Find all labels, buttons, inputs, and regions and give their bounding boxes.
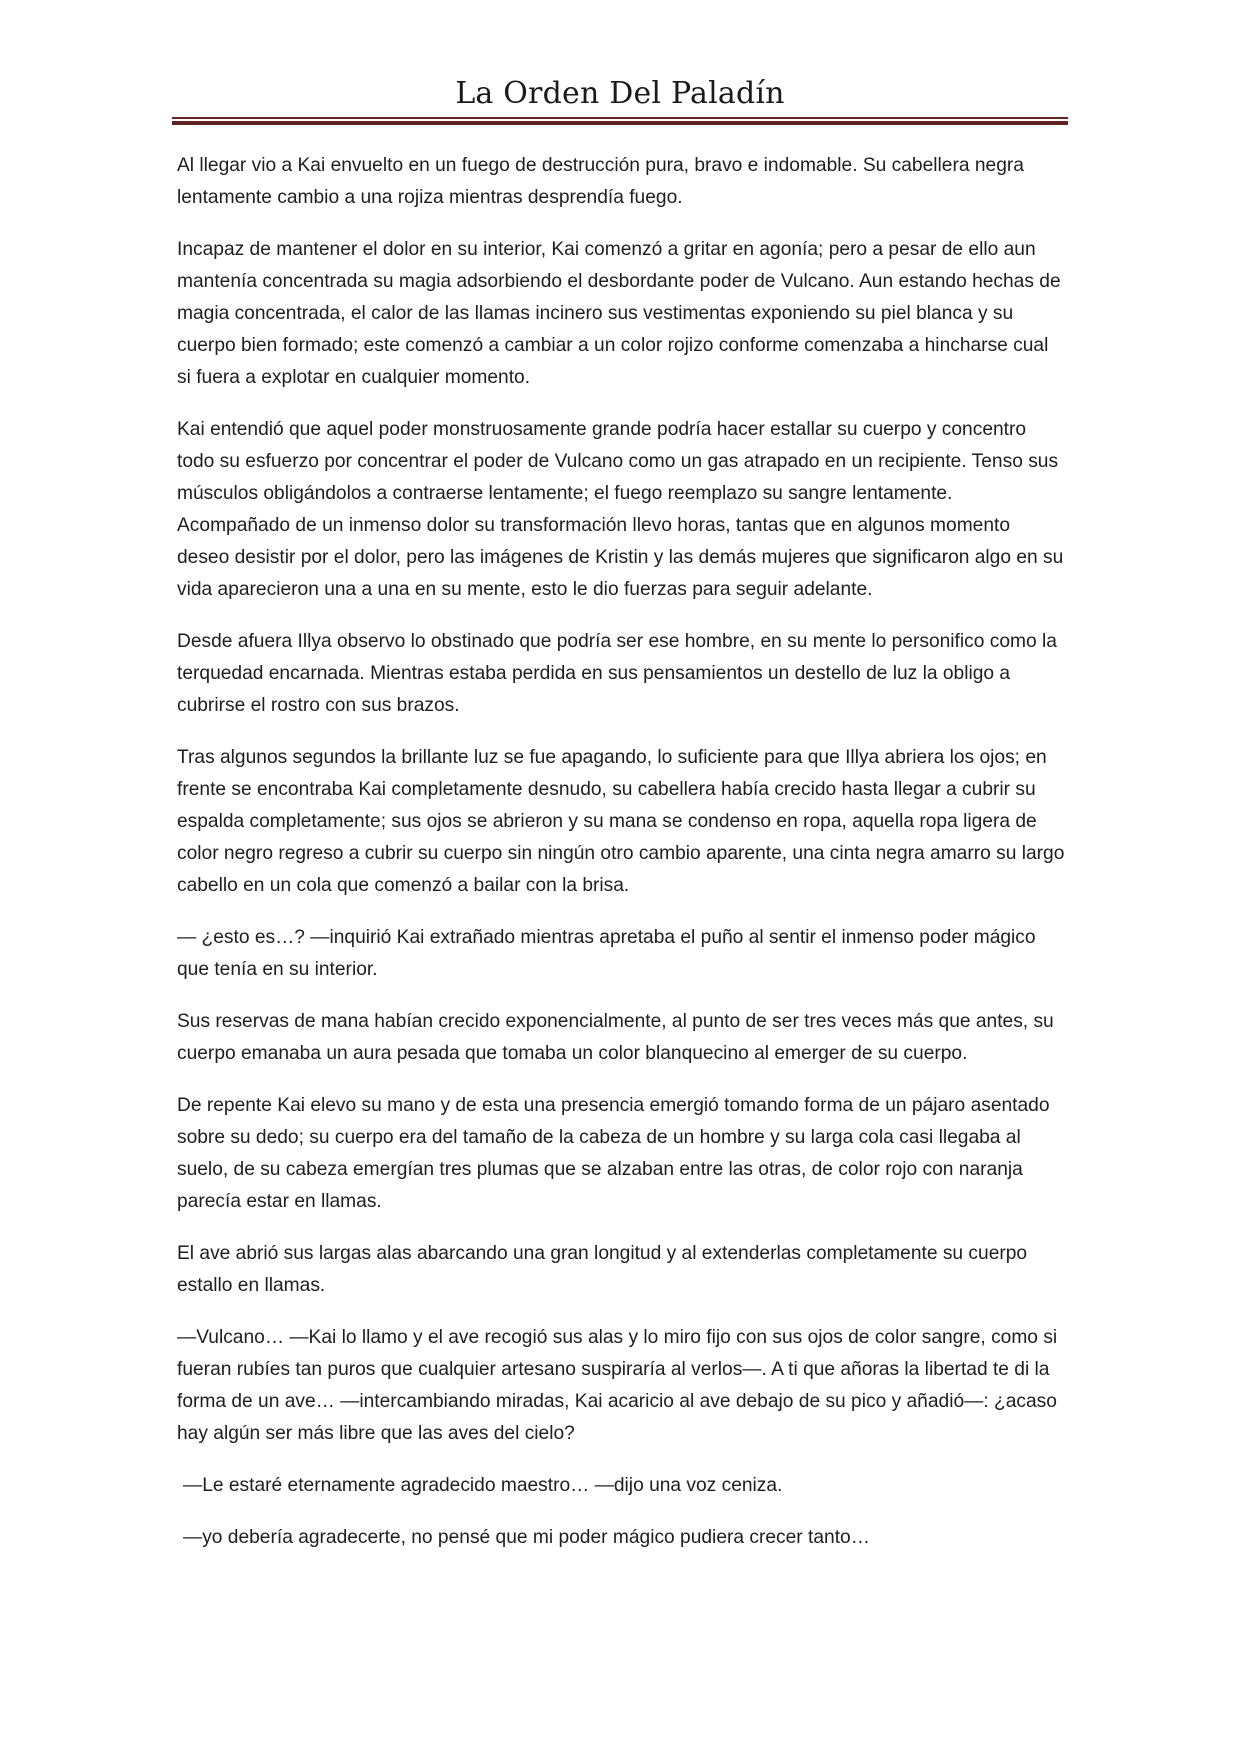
header-divider-thin-line bbox=[172, 117, 1068, 119]
dialogue-paragraph: —Le estaré eternamente agradecido maestro… —dijo una voz ceniza. bbox=[183, 1475, 783, 1496]
paragraph: Desde afuera Illya observo lo obstinado que podría ser ese hombre, en su mente lo personifico como la terquedad encarnada. Mientras estaba perdida en sus pensamientos un destello de luz la obligo a cubrirse el rostro con sus brazos. bbox=[177, 631, 1057, 716]
page-header bbox=[172, 72, 1068, 116]
book-title: La Orden Del Paladín bbox=[455, 76, 785, 111]
paragraph: Tras algunos segundos la brillante luz se fue apagando, lo suficiente para que Illya abriera los ojos; en frente se encontraba Kai completamente desnudo, su cabellera había crecido hasta llegar a cubrir su espalda completamente; sus ojos se abrieron y su mana se condenso en ropa, aquella ropa ligera de color negro regreso a cubrir su cuerpo sin ningún otro cambio aparente, una cinta negra amarro su largo cabello en un cola que comenzó a bailar con la brisa. bbox=[177, 747, 1065, 896]
paragraph: Al llegar vio a Kai envuelto en un fuego de destrucción pura, bravo e indomable. Su cabellera negra lentamente cambio a una rojiza mientras desprendía fuego. bbox=[177, 155, 1024, 208]
header-divider-thick-line bbox=[172, 121, 1068, 125]
header-divider bbox=[172, 117, 1068, 125]
dialogue-paragraph: —Vulcano… —Kai lo llamo y el ave recogió sus alas y lo miro fijo con sus ojos de color sangre, como si fueran rubíes tan puros que cualquier artesano suspiraría al verlos—. A ti que añoras la libertad te di la forma de un ave… —intercambiando miradas, Kai acaricio al ave debajo de su pico y añadió—: ¿acaso hay algún ser más libre que las aves del cielo? bbox=[177, 1327, 1058, 1444]
dialogue-paragraph: —yo debería agradecerte, no pensé que mi poder mágico pudiera crecer tanto… bbox=[183, 1527, 870, 1548]
paragraph: El ave abrió sus largas alas abarcando una gran longitud y al extenderlas completamente su cuerpo estallo en llamas. bbox=[177, 1243, 1028, 1296]
paragraph: Incapaz de mantener el dolor en su interior, Kai comenzó a gritar en agonía; pero a pesar de ello aun mantenía concentrada su magia adsorbiendo el desbordante poder de Vulcano. Aun estando hechas de magia concentrada, el calor de las llamas incinero sus vestimentas exponiendo su piel blanca y su cuerpo bien formado; este comenzó a cambiar a un color rojizo conforme comenzaba a hincharse cual si fuera a explotar en cualquier momento. bbox=[177, 239, 1061, 388]
paragraph: Kai entendió que aquel poder monstruosamente grande podría hacer estallar su cuerpo y concentro todo su esfuerzo por concentrar el poder de Vulcano como un gas atrapado en un recipiente. Tenso sus músculos obligándolos a contraerse lentamente; el fuego reemplazo su sangre lentamente. Acompañado de un inmenso dolor su transformación llevo horas, tantas que en algunos momento deseo desistir por el dolor, pero las imágenes de Kristin y las demás mujeres que significaron algo en su vida aparecieron una a una en su mente, esto le dio fuerzas para seguir adelante. bbox=[177, 419, 1064, 600]
dialogue-paragraph: — ¿esto es…? —inquirió Kai extrañado mientras apretaba el puño al sentir el inmenso poder mágico que tenía en su interior. bbox=[177, 927, 1036, 980]
body-text bbox=[177, 150, 1067, 1574]
paragraph: Sus reservas de mana habían crecido exponencialmente, al punto de ser tres veces más que antes, su cuerpo emanaba un aura pesada que tomaba un color blanquecino al emerger de su cuerpo. bbox=[177, 1011, 1054, 1064]
paragraph: De repente Kai elevo su mano y de esta una presencia emergió tomando forma de un pájaro asentado sobre su dedo; su cuerpo era del tamaño de la cabeza de un hombre y su larga cola casi llegaba al suelo, de su cabeza emergían tres plumas que se alzaban entre las otras, de color rojo con naranja parecía estar en llamas. bbox=[177, 1095, 1050, 1212]
